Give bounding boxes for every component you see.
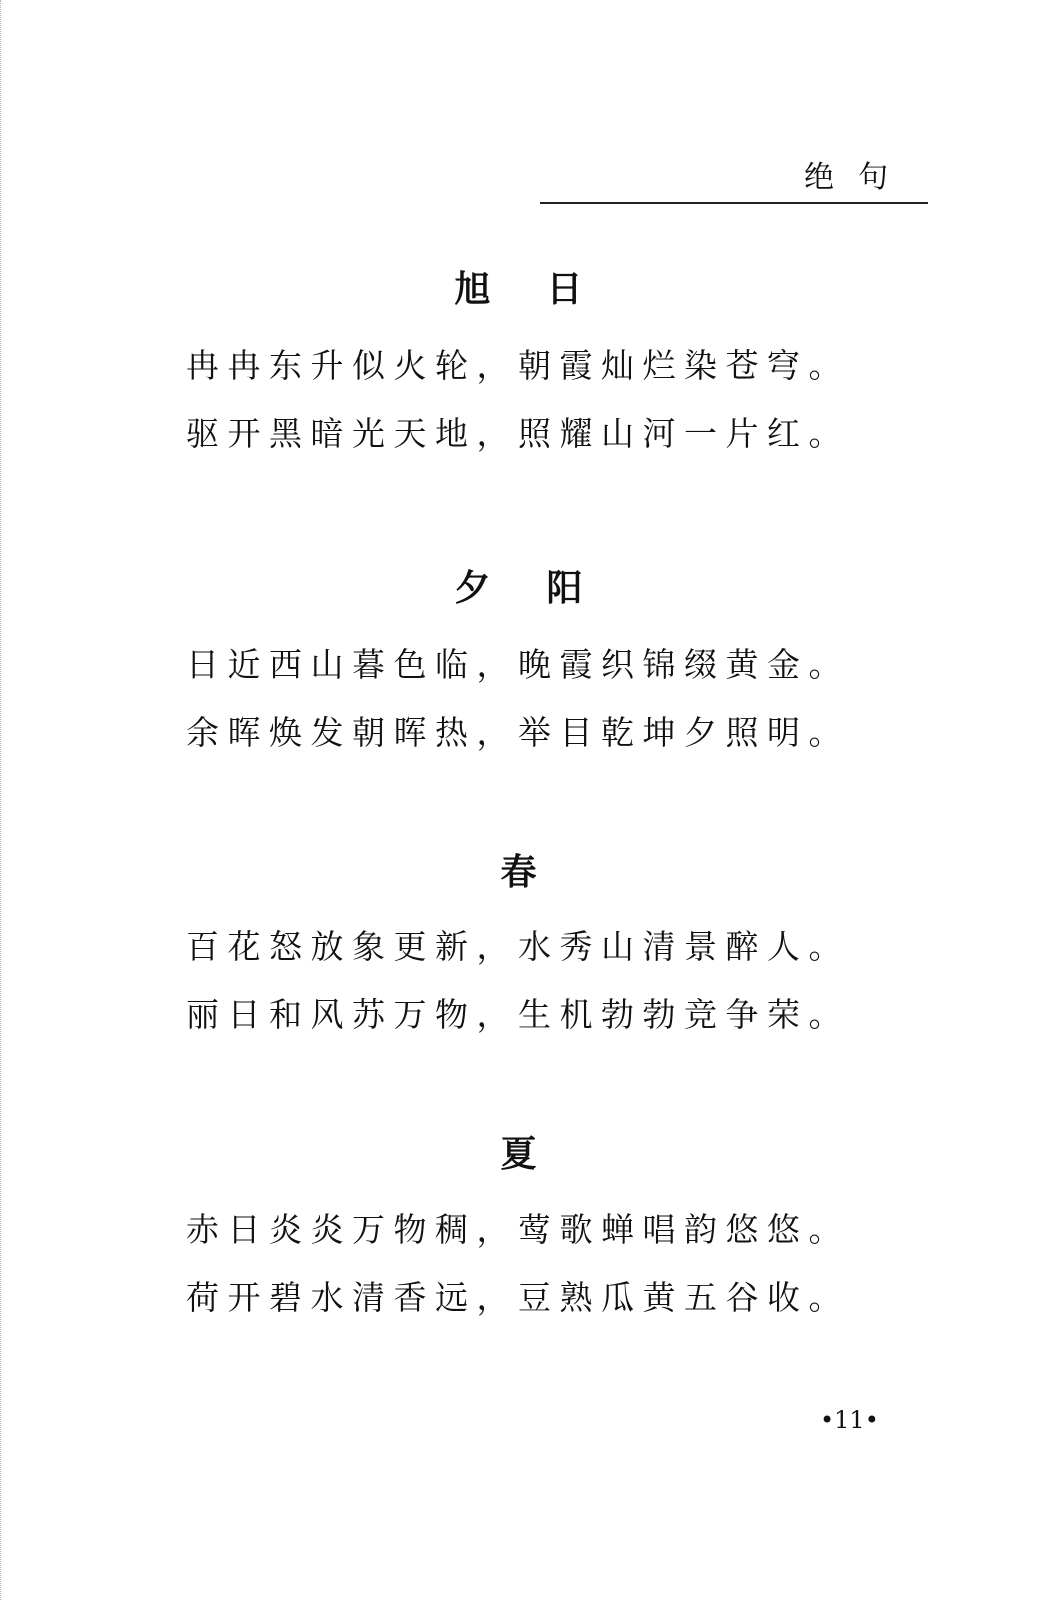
poem-line: 日近西山暮色临，晚霞织锦缀黄金。 bbox=[186, 645, 850, 684]
poem-line: 冉冉东升似火轮，朝霞灿烂染苍穹。 bbox=[186, 346, 850, 385]
poem-line: 赤日炎炎万物稠，莺歌蝉唱韵悠悠。 bbox=[186, 1210, 850, 1249]
running-head-rule bbox=[540, 202, 928, 204]
running-head: 绝句 bbox=[804, 160, 912, 195]
page-edge bbox=[0, 0, 4, 1600]
poem-title: 夕阳 bbox=[454, 567, 639, 609]
poem-line: 丽日和风苏万物，生机勃勃竞争荣。 bbox=[186, 995, 850, 1034]
poem-line: 驱开黑暗光天地，照耀山河一片红。 bbox=[186, 414, 850, 453]
page-number: •11• bbox=[820, 1406, 879, 1434]
poem-title: 旭日 bbox=[454, 268, 639, 310]
poem-line: 百花怒放象更新，水秀山清景醉人。 bbox=[186, 927, 850, 966]
poem-line: 荷开碧水清香远，豆熟瓜黄五谷收。 bbox=[186, 1278, 850, 1317]
poem-line: 余晖焕发朝晖热，举目乾坤夕照明。 bbox=[186, 713, 850, 752]
poem-title: 夏 bbox=[500, 1133, 593, 1175]
poem-title: 春 bbox=[500, 851, 593, 893]
